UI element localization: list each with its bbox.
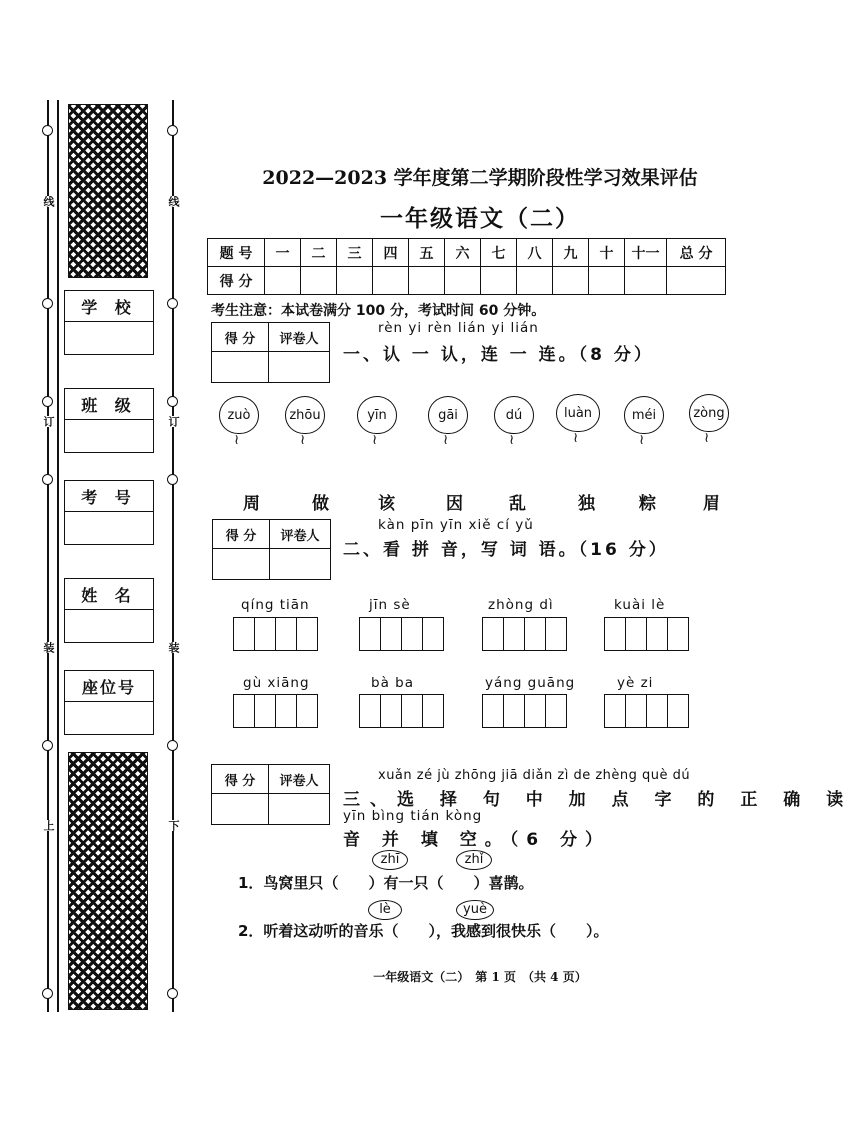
- balloon-string-icon: ≀: [234, 432, 240, 448]
- exam-subtitle: 一年级语文（二）: [380, 206, 580, 232]
- exam-number-input[interactable]: [65, 512, 153, 544]
- pinyin-option-oval[interactable]: lè: [368, 900, 402, 920]
- outer-line: [47, 100, 49, 1012]
- line-circle: [167, 988, 178, 999]
- balloon-string-icon: ≀: [443, 432, 449, 448]
- score-cell[interactable]: [373, 267, 409, 295]
- line-circle: [42, 396, 53, 407]
- line-mark-ding: 订: [42, 416, 55, 427]
- grader-box-3: [211, 764, 330, 825]
- balloon[interactable]: zhōu: [285, 396, 325, 434]
- writing-grid[interactable]: [604, 617, 689, 651]
- balloon[interactable]: dú: [494, 396, 534, 434]
- word-pinyin: bà ba: [371, 675, 414, 691]
- line-circle: [42, 988, 53, 999]
- line-circle: [167, 740, 178, 751]
- writing-grid[interactable]: [482, 694, 567, 728]
- pinyin-option-oval[interactable]: zhǐ: [456, 850, 492, 870]
- grader-name-cell[interactable]: [269, 352, 330, 383]
- match-character[interactable]: 粽: [639, 494, 656, 514]
- pinyin-option-oval[interactable]: zhī: [372, 850, 408, 870]
- writing-grid[interactable]: [233, 617, 318, 651]
- score-table-header: 八: [517, 239, 553, 267]
- cut-line: [172, 100, 174, 1012]
- score-cell[interactable]: [301, 267, 337, 295]
- line-circle: [167, 474, 178, 485]
- grader-score-label: 得 分: [212, 323, 269, 352]
- word-pinyin: zhòng dì: [488, 597, 554, 613]
- score-cell[interactable]: [409, 267, 445, 295]
- hatch-pattern-bottom: [68, 752, 148, 1010]
- class-input[interactable]: [65, 420, 153, 452]
- line-mark-shang: 上: [42, 820, 55, 831]
- balloon[interactable]: gāi: [428, 396, 468, 434]
- balloon[interactable]: zòng: [689, 394, 729, 432]
- line-mark-xian: 线: [42, 196, 55, 207]
- word-pinyin: yáng guāng: [485, 675, 576, 691]
- word-pinyin: gù xiāng: [243, 675, 310, 691]
- section1-pinyin: rèn yi rèn lián yi lián: [378, 320, 539, 336]
- score-table-header: 九: [553, 239, 589, 267]
- section2-title: 二、看 拼 音，写 词 语。（16 分）: [343, 540, 669, 560]
- section2-pinyin: kàn pīn yīn xiě cí yǔ: [378, 517, 534, 533]
- word-pinyin: yè zi: [617, 675, 654, 691]
- writing-grid[interactable]: [359, 694, 444, 728]
- cut-mark-zhuang: 装: [167, 642, 180, 653]
- question-1: 1．鸟窝里只（ ）有一只（ ）喜鹊。: [238, 874, 534, 892]
- class-label: 班 级: [65, 389, 153, 420]
- cut-mark-xian: 线: [167, 196, 180, 207]
- balloon[interactable]: zuò: [219, 396, 259, 434]
- score-table-header: 十一: [625, 239, 667, 267]
- cut-mark-xia: 下: [167, 820, 180, 831]
- match-character[interactable]: 周: [243, 494, 260, 514]
- balloon[interactable]: méi: [624, 396, 664, 434]
- name-field[interactable]: [64, 578, 154, 643]
- score-table-header: 六: [445, 239, 481, 267]
- section3-pinyin-1: xuǎn zé jù zhōng jiā diǎn zì de zhèng què dú: [378, 768, 691, 783]
- word-pinyin: qíng tiān: [241, 597, 310, 613]
- grader-score-label: 得 分: [212, 765, 269, 794]
- score-cell[interactable]: [445, 267, 481, 295]
- pinyin-option-oval[interactable]: yuè: [456, 900, 494, 920]
- score-table-header: 二: [301, 239, 337, 267]
- match-character[interactable]: 做: [312, 494, 329, 514]
- grader-box-2: [212, 519, 331, 580]
- score-table-header: 总 分: [667, 239, 726, 267]
- grader-score-cell[interactable]: [212, 352, 269, 383]
- match-character[interactable]: 该: [378, 494, 395, 514]
- grader-score-label: 得 分: [213, 520, 270, 549]
- balloon-string-icon: ≀: [573, 430, 579, 446]
- name-input[interactable]: [65, 610, 153, 642]
- match-character[interactable]: 眉: [703, 494, 720, 514]
- match-character[interactable]: 独: [578, 494, 595, 514]
- line-circle: [42, 740, 53, 751]
- writing-grid[interactable]: [604, 694, 689, 728]
- grader-score-cell[interactable]: [213, 549, 270, 580]
- score-cell[interactable]: [337, 267, 373, 295]
- exam-number-label: 考 号: [65, 481, 153, 512]
- balloon[interactable]: luàn: [556, 394, 600, 432]
- word-pinyin: jīn sè: [369, 597, 411, 613]
- balloon-string-icon: ≀: [509, 432, 515, 448]
- seat-number-input[interactable]: [65, 702, 153, 734]
- score-table-header: 一: [265, 239, 301, 267]
- score-table-header: 五: [409, 239, 445, 267]
- page-footer: 一年级语文（二） 第 1 页 （共 4 页）: [373, 970, 587, 984]
- balloon-string-icon: ≀: [372, 432, 378, 448]
- line-circle: [167, 396, 178, 407]
- score-table-header: 七: [481, 239, 517, 267]
- question-number-row: [208, 239, 726, 267]
- school-label: 学 校: [65, 291, 153, 322]
- word-pinyin: kuài lè: [614, 597, 666, 613]
- school-field[interactable]: [64, 290, 154, 355]
- score-cell[interactable]: [667, 267, 726, 295]
- exam-title: 2022—2023 学年度第二学期阶段性学习效果评估: [262, 167, 698, 189]
- grader-score-cell[interactable]: [212, 794, 269, 825]
- exam-number-field[interactable]: [64, 480, 154, 545]
- exam-notice: 考生注意：本试卷满分 100 分，考试时间 60 分钟。: [211, 303, 546, 319]
- score-cell[interactable]: [517, 267, 553, 295]
- score-table: [207, 238, 726, 295]
- school-input[interactable]: [65, 322, 153, 354]
- writing-grid[interactable]: [359, 617, 444, 651]
- name-label: 姓 名: [65, 579, 153, 610]
- score-cell[interactable]: [481, 267, 517, 295]
- question-2: 2．听着这动听的音乐（ ），我感到很快乐（ ）。: [238, 922, 609, 940]
- cut-mark-ding: 订: [167, 416, 180, 427]
- line-circle: [167, 298, 178, 309]
- grader-name-label: 评卷人: [269, 323, 330, 352]
- line-circle: [167, 125, 178, 136]
- score-row: [208, 267, 726, 295]
- score-cell[interactable]: [553, 267, 589, 295]
- score-row-label: 得 分: [208, 267, 265, 295]
- score-cell[interactable]: [265, 267, 301, 295]
- writing-grid[interactable]: [482, 617, 567, 651]
- grader-name-cell[interactable]: [270, 549, 331, 580]
- grader-name-label: 评卷人: [269, 765, 330, 794]
- section3-title-2: 音 并 填 空。（6 分）: [343, 830, 611, 850]
- line-circle: [42, 125, 53, 136]
- balloon-string-icon: ≀: [704, 430, 710, 446]
- score-table-header: 题 号: [208, 239, 265, 267]
- section3-pinyin-2: yīn bìng tián kòng: [343, 808, 483, 824]
- score-table-header: 十: [589, 239, 625, 267]
- balloon[interactable]: yīn: [357, 396, 397, 434]
- grader-box-1: [211, 322, 330, 383]
- grader-name-cell[interactable]: [269, 794, 330, 825]
- class-field[interactable]: [64, 388, 154, 453]
- grader-name-label: 评卷人: [270, 520, 331, 549]
- seat-number-label: 座位号: [65, 671, 153, 702]
- inner-line: [57, 100, 59, 1012]
- section1-title: 一、认 一 认，连 一 连。（8 分）: [343, 345, 654, 365]
- writing-grid[interactable]: [233, 694, 318, 728]
- match-character[interactable]: 乱: [509, 494, 526, 514]
- score-cell[interactable]: [589, 267, 625, 295]
- balloon-string-icon: ≀: [300, 432, 306, 448]
- line-circle: [42, 298, 53, 309]
- balloon-string-icon: ≀: [639, 432, 645, 448]
- line-circle: [42, 474, 53, 485]
- score-table-header: 四: [373, 239, 409, 267]
- match-character[interactable]: 因: [446, 494, 463, 514]
- score-cell[interactable]: [625, 267, 667, 295]
- seat-number-field[interactable]: [64, 670, 154, 735]
- hatch-pattern-top: [68, 104, 148, 278]
- section3-title-1: 三、选 择 句 中 加 点 字 的 正 确 读: [343, 790, 853, 810]
- score-table-header: 三: [337, 239, 373, 267]
- line-mark-zhuang: 装: [42, 642, 55, 653]
